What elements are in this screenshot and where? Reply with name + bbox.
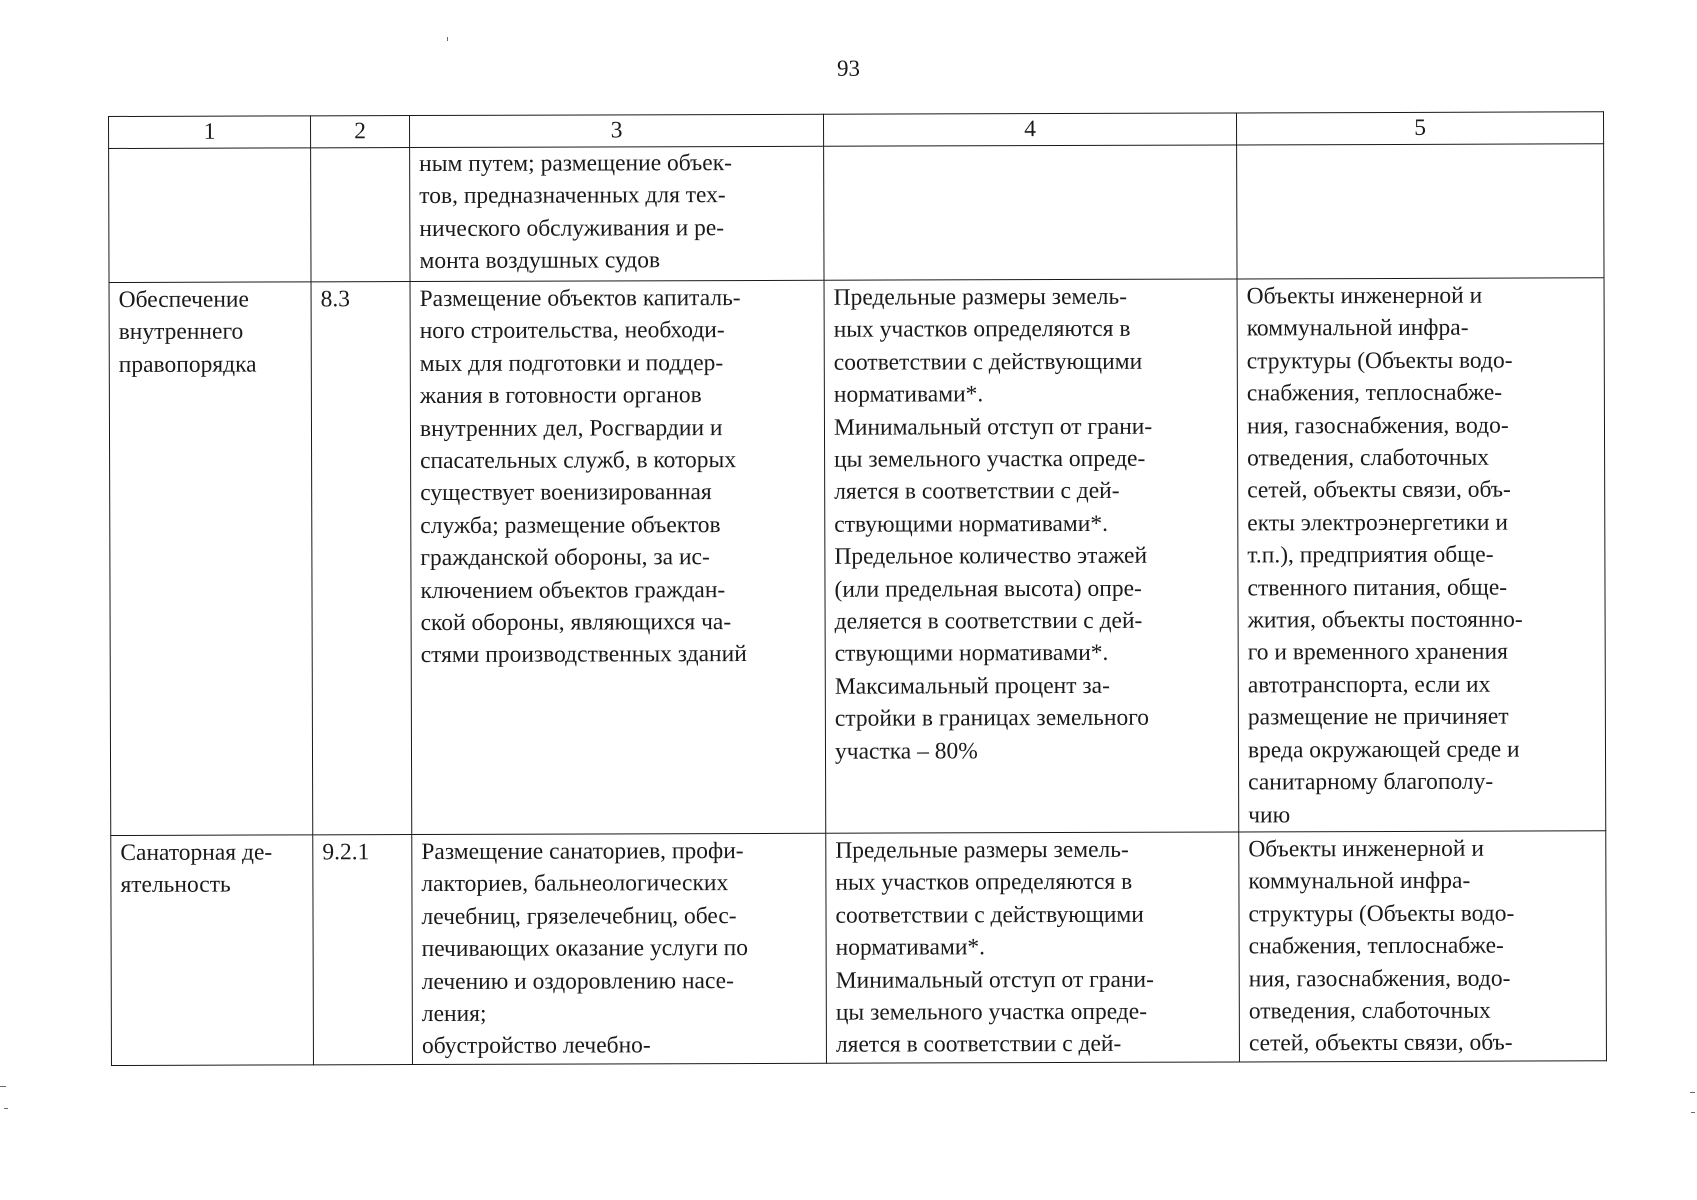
cell-text xyxy=(118,148,304,149)
table-cell xyxy=(1237,144,1604,279)
table-cell xyxy=(311,282,412,835)
table-cell xyxy=(311,148,410,282)
table-row xyxy=(109,144,1604,283)
permitted-use-name: Обеспечение внутреннего правопорядка xyxy=(118,286,257,378)
table-row xyxy=(111,831,1607,1066)
cell-text: ным путем; размещение объек- тов, предназначенных для тех- нического обслуживания и ре- монта воздушных судов xyxy=(419,150,732,275)
cell-text xyxy=(833,145,1230,146)
scan-mark xyxy=(4,1108,8,1109)
page-number: 93 xyxy=(837,56,860,81)
cell-text xyxy=(1246,144,1597,145)
permitted-use-name: Санаторная де- ятельность xyxy=(120,839,273,899)
column-header-3: 3 xyxy=(410,114,824,147)
use-description: Размещение санаториев, профи- лакториев, бальнеологических лечебниц, грязелечебниц, обес- печивающих оказание услуги по лечению и оздоровлению насе- ления; обустройство лечебно- xyxy=(421,837,749,1060)
table-cell xyxy=(109,148,311,283)
table-cell xyxy=(824,279,1239,833)
scan-mark xyxy=(1690,1092,1695,1093)
table-header-row xyxy=(109,112,1604,149)
parameter-limits: Предельные размеры земель- ных участков определяются в соответствии с действующими нормативами*. Минимальный отступ от грани- цы земельного участка опреде- ляется в соответствии с дей- ствующими нормативами*. Предельное количество этажей (или предельная высота) опре- деляется в соответствии с дей- ствующими нормативами*. Максимальный процент за- стройки в границах земельного участка – 80% xyxy=(833,283,1153,765)
use-code: 8.3 xyxy=(320,286,350,313)
scan-mark xyxy=(0,1086,6,1087)
scan-mark xyxy=(1691,1112,1695,1113)
auxiliary-uses: Объекты инженерной и коммунальной инфра- структуры (Объекты водо- снабжения, теплоснабже- ния, газоснабжения, водо- отведения, слаботочных сетей, объекты связи, объ- xyxy=(1248,835,1515,1057)
table-cell xyxy=(111,835,314,1066)
auxiliary-uses: Объекты инженерной и коммунальной инфра- структуры (Объекты водо- снабжения, теплоснабже- ния, газоснабжения, водо- отведения, слаботочных сетей, объекты связи, объ- екты электроэнергетики и т.п.), предприятия обще- ственного питания, обще- жития, объекты постоянно- го и временного хранения автотранспорта, если их размещение не причиняет вреда окружающей среде и санитарному благополу- чию xyxy=(1246,282,1523,828)
table-cell xyxy=(824,145,1237,280)
parameter-limits: Предельные размеры земель- ных участков определяются в соответствии с действующими нормативами*. Минимальный отступ от грани- цы земельного участка опреде- ляется в соответствии с дей- xyxy=(835,836,1154,1059)
table-row xyxy=(109,278,1606,836)
use-code: 9.2.1 xyxy=(322,839,370,866)
table-cell xyxy=(313,834,413,1064)
table-cell xyxy=(109,282,313,836)
column-header-1: 1 xyxy=(109,116,311,149)
table-cell xyxy=(412,833,827,1064)
use-description: Размещение объектов капиталь- ного строительства, необходи- мых для подготовки и поддер- жания в готовности органов внутренних дел, Росгвардии и спасательных служб, в которых существует военизированная служба; размещение объектов гражданской обороны, за ис- ключением объектов граждан- ской обороны, являющихся ча- стями производственных зданий xyxy=(419,285,747,669)
table-cell xyxy=(1239,831,1607,1062)
regulations-table xyxy=(108,111,1607,1066)
column-header-2: 2 xyxy=(311,116,410,148)
column-header-5: 5 xyxy=(1236,112,1603,145)
table-cell xyxy=(826,832,1240,1063)
table-cell xyxy=(1237,278,1606,832)
column-header-4: 4 xyxy=(823,113,1236,146)
table-cell xyxy=(410,146,824,281)
scan-mark xyxy=(447,37,448,41)
table-cell xyxy=(410,280,826,834)
